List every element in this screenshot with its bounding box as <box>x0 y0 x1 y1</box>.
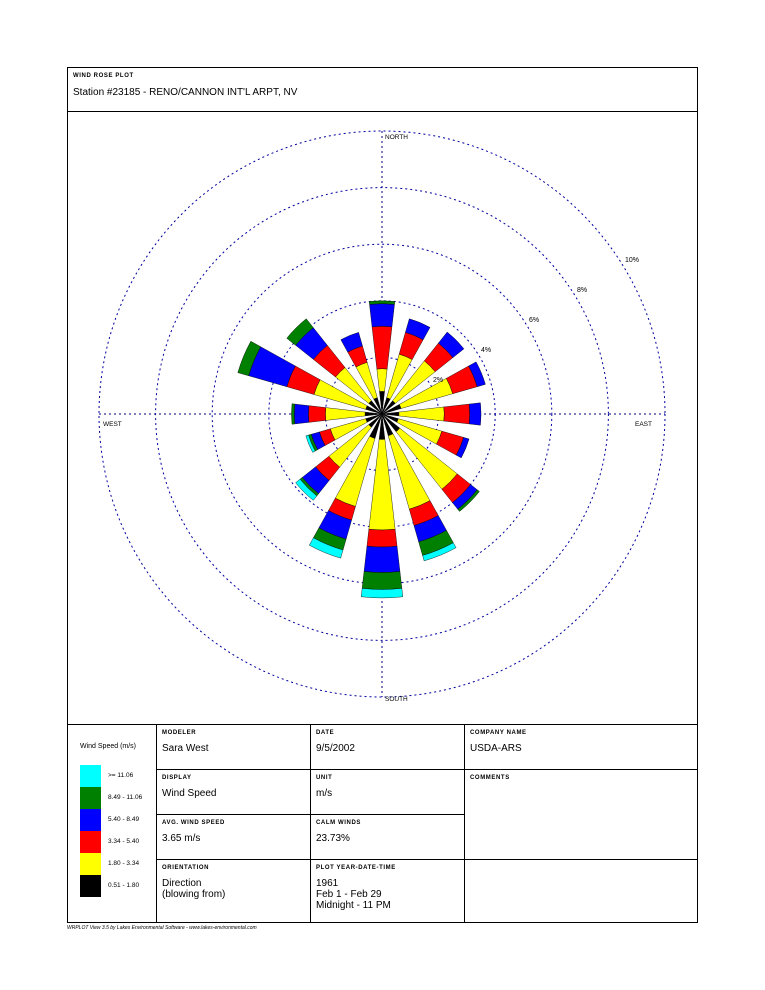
petal-0-bin-1 <box>377 369 387 392</box>
petal-180-bin-5 <box>361 588 403 598</box>
petal-0-bin-3 <box>370 304 395 327</box>
empty-cell <box>465 860 697 922</box>
compass-south: SOUTH <box>385 696 408 703</box>
legend-swatch <box>80 875 101 897</box>
avg-speed-label: AVG. WIND SPEED <box>162 820 225 826</box>
plot-year: 1961 <box>316 878 339 889</box>
petal-180-bin-2 <box>367 529 397 547</box>
legend-swatch <box>80 831 101 853</box>
display-label: DISPLAY <box>162 775 192 781</box>
info-panel <box>67 724 698 923</box>
legend-swatch <box>80 809 101 831</box>
modeler-value: Sara West <box>162 743 209 754</box>
display-value: Wind Speed <box>162 788 217 799</box>
legend-label: 3.34 - 5.40 <box>108 838 140 845</box>
legend-swatch <box>80 787 101 809</box>
petal-180-bin-4 <box>362 571 402 589</box>
station-name: Station #23185 - RENO/CANNON INT'L ARPT, NV <box>73 87 298 98</box>
comments-label: COMMENTS <box>470 775 510 781</box>
orientation-cell <box>157 860 310 922</box>
legend-title: Wind Speed (m/s) <box>80 743 137 750</box>
legend-swatch <box>80 853 101 875</box>
legend-label: 5.40 - 8.49 <box>108 816 140 823</box>
calm-winds-value: 23.73% <box>316 833 350 844</box>
company-cell <box>465 725 697 769</box>
plot-time-value <box>316 878 391 911</box>
ring-label: 4% <box>480 347 492 355</box>
orientation-value-1: Direction <box>162 878 202 889</box>
ring-label: 6% <box>528 317 540 325</box>
ring-label: 8% <box>576 287 588 295</box>
petal-180-bin-1 <box>369 439 395 530</box>
wind-rose-chart <box>68 112 697 724</box>
orientation-label: ORIENTATION <box>162 865 210 871</box>
compass-north: NORTH <box>385 134 408 141</box>
petal-90-bin-3 <box>469 403 481 425</box>
software-credit: WRPLOT View 3.5 by Lakes Environmental Software - www.lakes-environmental.com <box>67 925 257 931</box>
company-value: USDA-ARS <box>470 743 522 754</box>
plot-title: WIND ROSE PLOT <box>73 73 134 79</box>
legend-label: >= 11.06 <box>108 772 134 779</box>
petal-270-bin-2 <box>308 406 325 423</box>
avg-speed-value: 3.65 m/s <box>162 833 201 844</box>
ring-label: 2% <box>432 377 444 385</box>
petal-0-bin-2 <box>372 326 392 369</box>
date-label: DATE <box>316 730 335 736</box>
date-value: 9/5/2002 <box>316 743 355 754</box>
plot-time-cell <box>311 860 464 922</box>
avg-speed-cell <box>157 815 310 859</box>
legend-swatch <box>80 765 101 787</box>
petal-90-bin-1 <box>399 407 444 421</box>
plot-date-range: Feb 1 - Feb 29 <box>316 889 382 900</box>
orientation-value <box>162 878 225 900</box>
calm-winds-cell <box>311 815 464 859</box>
petal-270-bin-1 <box>325 408 365 421</box>
modeler-label: MODELER <box>162 730 197 736</box>
petal-0-bin-4 <box>369 301 395 305</box>
unit-cell <box>311 770 464 814</box>
unit-value: m/s <box>316 788 333 799</box>
comments-cell <box>465 770 697 859</box>
ring-label: 10% <box>624 257 640 265</box>
wind-rose-plot-area <box>67 111 698 725</box>
date-cell <box>311 725 464 769</box>
petal-layer <box>238 301 486 598</box>
petal-270-bin-4 <box>291 404 294 425</box>
company-label: COMPANY NAME <box>470 730 527 736</box>
legend-label: 8.49 - 11.06 <box>108 794 143 801</box>
unit-label: UNIT <box>316 775 333 781</box>
petal-180-bin-3 <box>364 546 400 572</box>
plot-time-range: Midnight - 11 PM <box>316 900 391 911</box>
legend-label: 0.51 - 1.80 <box>108 882 140 889</box>
orientation-value-2: (blowing from) <box>162 889 226 900</box>
compass-east: EAST <box>635 421 652 428</box>
petal-270-bin-3 <box>294 404 309 424</box>
display-cell <box>157 770 310 814</box>
calm-winds-label: CALM WINDS <box>316 820 361 826</box>
modeler-cell <box>157 725 310 769</box>
petal-90-bin-2 <box>444 404 470 424</box>
legend <box>68 725 156 922</box>
plot-time-label: PLOT YEAR-DATE-TIME <box>316 865 396 871</box>
plot-header <box>67 67 698 112</box>
compass-west: WEST <box>103 421 122 428</box>
legend-label: 1.80 - 3.34 <box>108 860 140 867</box>
